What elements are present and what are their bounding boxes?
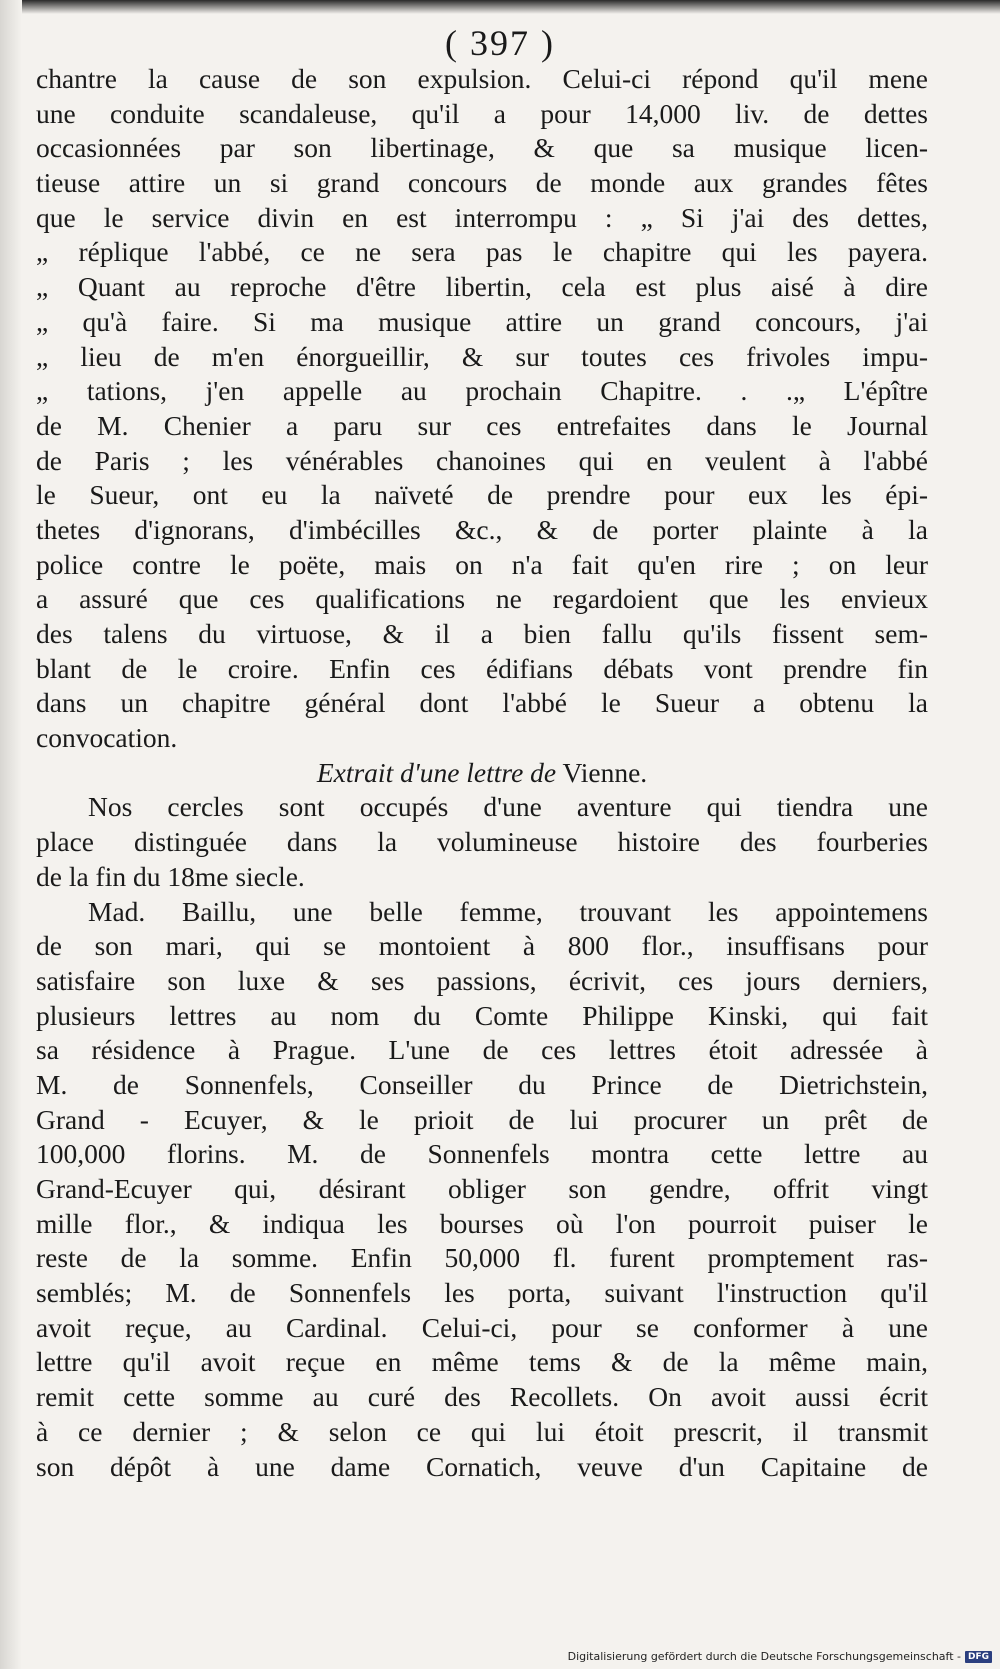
text-line: lettre qu'il avoit reçue en même tems & de la même main, (36, 1346, 928, 1378)
text-line: remit cette somme au curé des Recollets. On avoit aussi écrit (36, 1381, 928, 1413)
text-line: de Paris ; les vénérables chanoines qui en veulent à l'abbé (36, 444, 928, 476)
text-line: satisfaire son luxe & ses passions, écrivit, ces jours derniers, (36, 964, 928, 996)
text-line: reste de la somme. Enfin 50,000 fl. furent promptement ras- (36, 1242, 928, 1274)
text-line: dans un chapitre général dont l'abbé le Sueur a obtenu la (36, 687, 928, 719)
text-line: le Sueur, ont eu la naïveté de prendre pour eux les épi- (36, 479, 928, 511)
text-line: mille flor., & indiqua les bourses où l'on pourroit puiser le (36, 1207, 928, 1239)
left-scan-edge (0, 0, 22, 1669)
text-line: police contre le poëte, mais on n'a fait qu'en rire ; on leur (36, 548, 928, 580)
text-line: Grand - Ecuyer, & le prioit de lui procurer un prêt de (36, 1103, 928, 1135)
text-line: blant de le croire. Enfin ces édifians débats vont prendre fin (36, 652, 928, 684)
credit-text: Digitalisierung gefördert durch die Deutsche Forschungsgemeinschaft - (567, 1650, 961, 1663)
text-line: M. de Sonnenfels, Conseiller du Prince de Dietrichstein, (36, 1068, 928, 1100)
text-line: thetes d'ignorans, d'imbécilles &c., & de porter plainte à la (36, 513, 928, 545)
text-line: occasionnées par son libertinage, & que sa musique licen- (36, 132, 928, 164)
text-line: de M. Chenier a paru sur ces entrefaites dans le Journal (36, 409, 928, 441)
text-line: „ tations, j'en appelle au prochain Chapitre. . .„ L'épître (36, 375, 928, 407)
text-line: de son mari, qui se montoient à 800 flor., insuffisans pour (36, 930, 928, 962)
text-line: „ lieu de m'en énorgueillir, & sur toutes ces frivoles impu- (36, 340, 928, 372)
text-line: plusieurs lettres au nom du Comte Philippe Kinski, qui fait (36, 999, 928, 1031)
text-line: „ Quant au reproche d'être libertin, cela est plus aisé à dire (36, 271, 928, 303)
text-line: „ réplique l'abbé, ce ne sera pas le chapitre qui les payera. (36, 236, 928, 268)
paragraph-2 (36, 790, 928, 894)
section-heading (36, 756, 928, 791)
heading-place: Vienne. (562, 756, 648, 788)
text-line: Nos cercles sont occupés d'une aventure qui tiendra une (88, 791, 928, 823)
text-line: place distinguée dans la volumineuse histoire des fourberies (36, 826, 928, 858)
text-line: tieuse attire un si grand concours de monde aux grandes fêtes (36, 167, 928, 199)
text-line: semblés; M. de Sonnenfels les porta, suivant l'instruction qu'il (36, 1277, 928, 1309)
paragraph-3 (36, 895, 928, 1485)
text-line: sa résidence à Prague. L'une de ces lettres étoit adressée à (36, 1034, 928, 1066)
text-line: Mad. Baillu, une belle femme, trouvant les appointemens (88, 895, 928, 927)
text-block (36, 62, 928, 1484)
text-line: 100,000 florins. M. de Sonnenfels montra cette lettre au (36, 1138, 928, 1170)
text-line: que le service divin en est interrompu : „ Si j'ai des dettes, (36, 201, 928, 233)
text-line: chantre la cause de son expulsion. Celui-ci répond qu'il mene (36, 63, 928, 94)
text-line: à ce dernier ; & selon ce qui lui étoit prescrit, il transmit (36, 1415, 928, 1447)
dfg-logo-icon: DFG (965, 1651, 992, 1663)
text-line: avoit reçue, au Cardinal. Celui-ci, pour se conformer à une (36, 1311, 928, 1343)
heading-italic: Extrait d'une lettre de (316, 756, 557, 788)
text-line: des talens du virtuose, & il a bien fallu qu'ils fissent sem- (36, 618, 928, 649)
page-number: ( 397 ) (445, 23, 555, 63)
text-line: „ qu'à faire. Si ma musique attire un grand concours, j'ai (36, 305, 928, 337)
text-line: Grand-Ecuyer qui, désirant obliger son gendre, offrit vingt (36, 1173, 928, 1204)
digitization-credit (568, 1650, 992, 1663)
text-line: son dépôt à une dame Cornatich, veuve d'un Capitaine de (36, 1450, 928, 1482)
text-line: de la fin du 18me siecle. (36, 860, 305, 892)
text-line: convocation. (36, 722, 178, 754)
top-scan-edge (0, 0, 1000, 14)
text-line: a assuré que ces qualifications ne regardoient que les envieux (36, 583, 928, 615)
paragraph-1 (36, 62, 928, 756)
text-line: une conduite scandaleuse, qu'il a pour 14,000 liv. de dettes (36, 97, 928, 129)
